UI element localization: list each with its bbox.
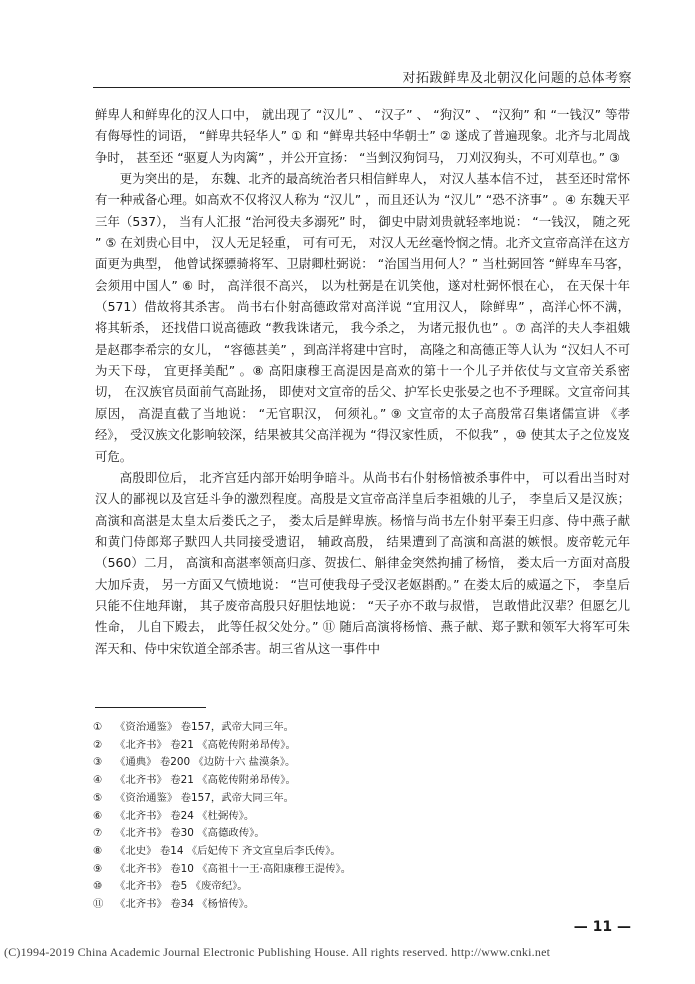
- footnotes: [93, 719, 553, 914]
- footnote-mark: ①: [93, 721, 103, 733]
- footnote: [93, 843, 553, 861]
- page-number: — 11 —: [573, 919, 631, 935]
- footnote-mark: ⑩: [93, 880, 103, 893]
- footnote: [93, 719, 553, 737]
- footnote-mark: ⑧: [93, 844, 103, 857]
- footnote-text: 《北齐书》 卷24 《杜弼传》。: [115, 809, 255, 822]
- footnote: [93, 808, 553, 826]
- footnote-mark: ④: [93, 774, 103, 787]
- footnote-text: 《北齐书》 卷5 《废帝纪》。: [115, 880, 248, 893]
- footnote-text: 《北齐书》 卷34 《杨愔传》。: [115, 898, 255, 911]
- paragraph: 更为突出的是， 东魏、北齐的最高统治者只相信鲜卑人， 对汉人基本信不过， 甚至还时常怀有一种戒备心理。如高欢不仅将汉人称为 “汉儿” ，而且还认为 “汉儿” “恐不济事” 。④ 东魏天平三年（537）， 当有人汇报 “治河役夫多溺死” 时， 御史中尉刘贵就轻率地说： “一钱汉， 随之死 ” ⑤ 在刘贵心目中， 汉人无足轻重， 可有可无， 对汉人无丝毫怜悯之情。北齐文宣帝高洋在这方面更为典型， 他曾试探骠骑将军、卫尉卿杜弼说： “治国当用何人？” 当杜弼回答 “鲜卑车马客， 会须用中国人” ⑥ 时， 高洋很不高兴， 以为杜弼是在讥笑他，遂对杜弼怀恨在心， 在天保十年（571）借故将其杀害。 尚书右仆射高德政常对高洋说 “宜用汉人， 除鲜卑” ，高洋心怀不满，将其斩杀， 还找借口说高德政 “教我诛诸元， 我今杀之， 为诸元报仇也” 。⑦ 高洋的夫人李祖娥是赵郡李希宗的女儿， “容德甚美” ，到高洋将建中宫时， 高隆之和高德正等人认为 “汉妇人不可为天下母， 宜更择美配” 。⑧ 高阳康穆王高湜因是高欢的第十一个儿子并依仗与文宣帝关系密切， 在汉族官员面前气高趾扬， 即使对文宣帝的岳父、护军长史张晏之也不予理睬。文宣帝问其原因， 高湜直截了当地说： “无官职汉， 何须礼。” ⑨ 文宣帝的太子高殷常召集诸儒宣讲 《孝经》， 受汉族文化影响较深，结果被其父高洋视为 “得汉家性质， 不似我” ，⑩ 使其太子之位岌岌可危。: [95, 171, 630, 464]
- footnote-mark: ⑦: [93, 827, 103, 840]
- footnote-mark: ③: [93, 756, 103, 769]
- footnote: [93, 878, 553, 896]
- footnote-text: 《北齐书》 卷10 《高祖十一王·高阳康穆王湜传》。: [115, 862, 352, 875]
- footnote-mark: ⑨: [93, 862, 103, 875]
- paragraph: 鲜卑人和鲜卑化的汉人口中， 就出现了 “汉儿” 、 “汉子” 、 “狗汉” 、 “汉狗” 和 “一钱汉” 等带有侮辱性的词语， “鲜卑共轻华人” ① 和 “鲜卑共轻中华朝士” ② 遂成了普遍现象。北齐与北周战争时， 甚至还 “驱夏人为肉篱” ，并公开宣扬： “当剉汉狗饲马， 刀刈汉狗头，不可刈草也。” ③: [95, 107, 630, 165]
- body-text: [95, 104, 630, 659]
- footnote-text: 《资治通鉴》 卷157，武帝大同三年。: [115, 721, 294, 733]
- footnote: [93, 772, 553, 790]
- footnote-text: 《北齐书》 卷21 《高乾传附弟昂传》。: [115, 774, 296, 787]
- footnote-mark: ②: [93, 738, 103, 751]
- footnote: [93, 737, 553, 755]
- copyright-footer: (C)1994-2019 China Academic Journal Electronic Publishing House. All rights reserved. http://www.cnki.net: [4, 945, 551, 959]
- running-header-title: 对拓跋鲜卑及北朝汉化问题的总体考察: [402, 71, 632, 86]
- footnote-text: 《北史》 卷14 《后妃传下 齐文宣皇后李氏传》。: [115, 844, 341, 857]
- footnote: [93, 896, 553, 914]
- footnote-mark: ⑥: [93, 809, 103, 822]
- footnote: [93, 790, 553, 808]
- footnote-mark: ⑪: [93, 898, 104, 911]
- footnote-text: 《通典》 卷200 《边防十六 盐漠条》。: [115, 756, 296, 769]
- header-rule: [93, 87, 630, 88]
- paragraph: 高殷即位后， 北齐宫廷内部开始明争暗斗。从尚书右仆射杨愔被杀事件中， 可以看出当时对汉人的鄙视以及宫廷斗争的激烈程度。高殷是文宣帝高洋皇后李祖娥的儿子， 李皇后又是汉族； 高演和高湛是太皇太后娄氏之子， 娄太后是鲜卑族。杨愔与尚书左仆射平秦王归彦、侍中燕子献和黄门侍郎郑子默四人共同接受遗诏， 辅政高殷， 结果遭到了高演和高湛的嫉恨。废帝乾元年（560）二月， 高演和高湛率领高归彦、贺拔仁、斛律金突然拘捕了杨愔， 娄太后一方面对高殷大加斥责， 另一方面又气愤地说： “岂可使我母子受汉老妪斟酌。” 在娄太后的威逼之下， 李皇后只能不住地拜谢， 其子废帝高殷只好胆怯地说： “天子亦不敢与叔惜， 岂敢惜此汉辈？但愿乞儿性命， 儿自下殿去， 此等任叔父处分。” ⑪ 随后高演将杨愔、燕子献、郑子默和领军大将军可朱浑天和、侍中宋钦道全部杀害。胡三省从这一事件中: [95, 469, 630, 656]
- footnote-rule: [95, 707, 206, 708]
- footnote: [93, 861, 553, 879]
- footnote: [93, 825, 553, 843]
- footnote-text: 《北齐书》 卷30 《高德政传》。: [115, 827, 265, 840]
- footnote-mark: ⑤: [93, 791, 103, 804]
- footnote-text: 《北齐书》 卷21 《高乾传附弟昂传》。: [115, 738, 296, 751]
- footnote: [93, 754, 553, 772]
- footnote-text: 《资治通鉴》 卷157，武帝大同三年。: [115, 791, 294, 804]
